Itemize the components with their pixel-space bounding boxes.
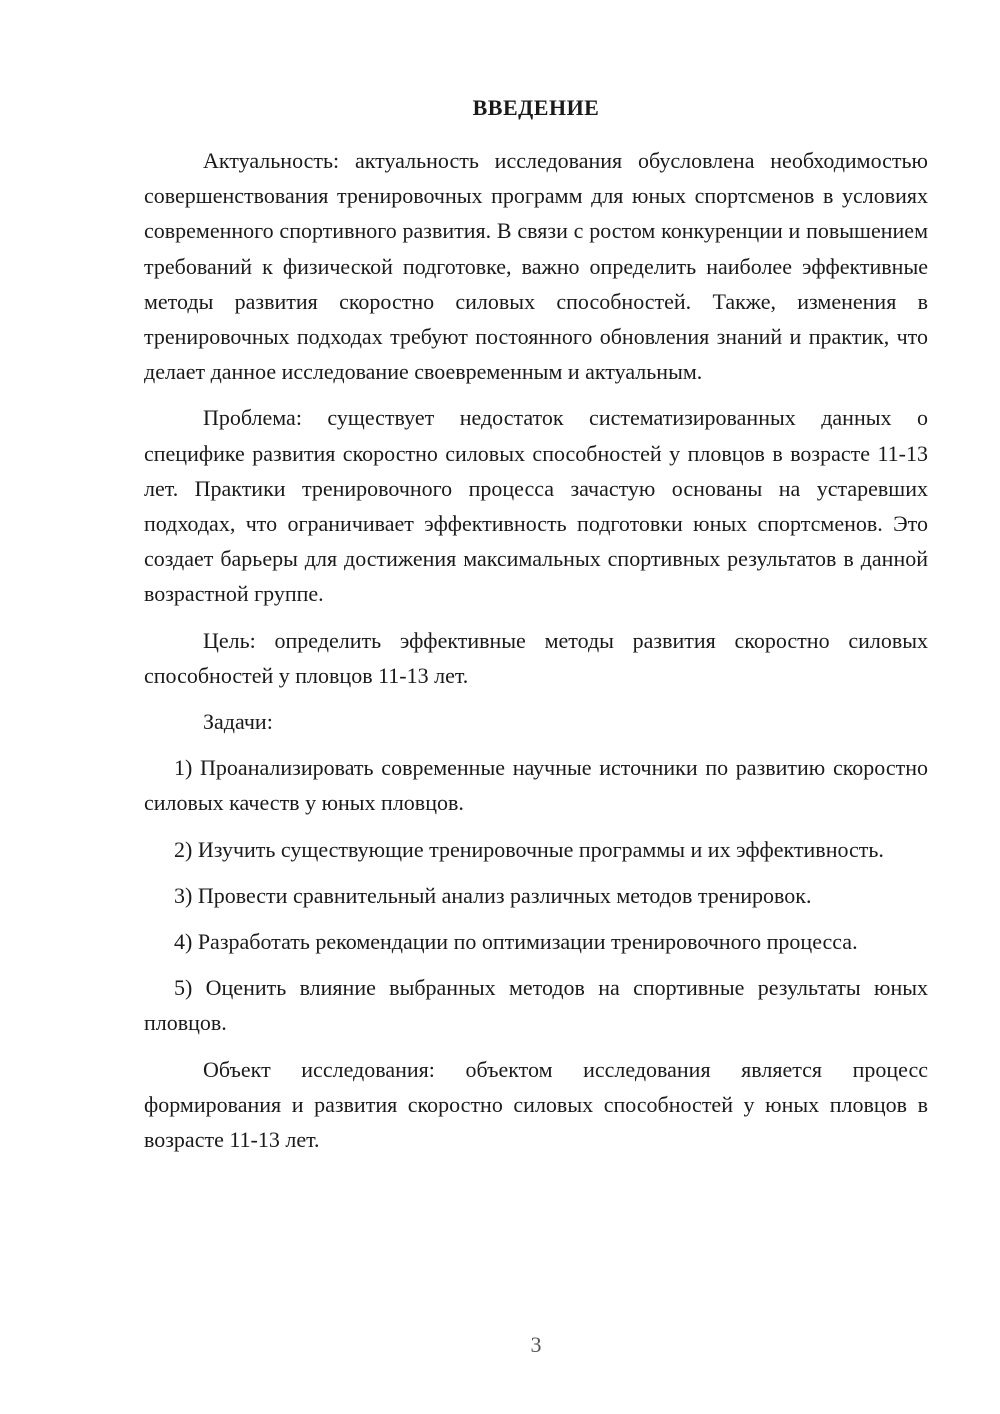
relevance-paragraph: Актуальность: актуальность исследования обусловлена необходимостью совершенствования тренировочных программ для юных спортсменов в условиях современного спортивного развития. В связи с ростом конкуренции и повышением требований к физической подготовке, важно определить наиболее эффективные методы развития скоростно силовых способностей. Также, изменения в тренировочных подходах требуют постоянного обновления знаний и практик, что делает данное исследование своевременным и актуальным. (144, 148, 928, 385)
object-paragraph: Объект исследования: объектом исследования является процесс формирования и развития скоростно силовых способностей у юных пловцов в возрасте 11-13 лет. (144, 1056, 928, 1153)
page-title: ВВЕДЕНИЕ (472, 95, 600, 120)
page-content (144, 90, 928, 1157)
task-item-1: 1) Проанализировать современные научные источники по развитию скоростно силовых качеств у юных пловцов. (144, 755, 928, 816)
task-item-2: 2) Изучить существующие тренировочные программы и их эффективность. (174, 836, 884, 862)
task-item-5: 5) Оценить влияние выбранных методов на спортивные результаты юных пловцов. (144, 975, 928, 1036)
task-item-3: 3) Провести сравнительный анализ различных методов тренировок. (174, 882, 812, 908)
tasks-heading: Задачи: (203, 709, 273, 735)
page-number: 3 (530, 1332, 542, 1357)
task-item-4: 4) Разработать рекомендации по оптимизации тренировочного процесса. (174, 929, 858, 955)
problem-paragraph: Проблема: существует недостаток систематизированных данных о специфике развития скоростно силовых способностей у пловцов в возрасте 11-13 лет. Практики тренировочного процесса зачастую основаны на устаревших подходах, что ограничивает эффективность подготовки юных спортсменов. Это создает барьеры для достижения максимальных спортивных результатов в данной возрастной группе. (144, 405, 928, 607)
goal-paragraph: Цель: определить эффективные методы развития скоростно силовых способностей у пловцов 11-13 лет. (144, 627, 928, 688)
